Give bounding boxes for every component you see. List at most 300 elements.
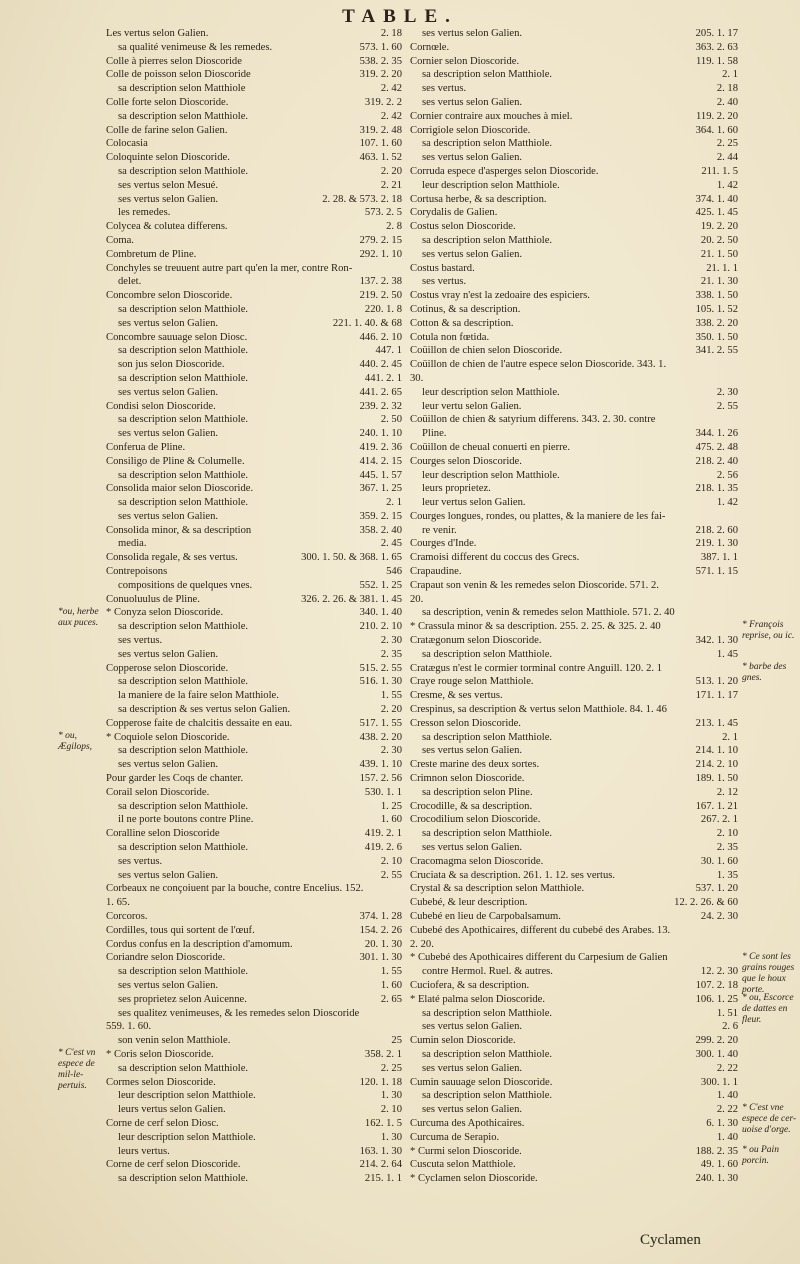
entry-term: la maniere de la faire selon Matthiole. [118, 690, 279, 702]
entry-reference: 214. 2. 64 [359, 1159, 402, 1171]
index-entry [106, 96, 402, 110]
index-entry [106, 606, 402, 620]
index-entry [410, 151, 738, 165]
entry-reference: 538. 2. 35 [359, 55, 402, 67]
entry-term: media. [118, 538, 147, 550]
entry-term: * Cubebé des Apothicaires different du Carpesium de Galien [410, 952, 668, 964]
index-entry [106, 220, 402, 234]
entry-reference: 2. 1 [722, 731, 738, 743]
entry-term: leurs vertus selon Galien. [118, 1104, 226, 1116]
entry-reference: 220. 1. 8 [364, 303, 402, 315]
entry-reference: 218. 1. 35 [695, 483, 738, 495]
index-entry [106, 1103, 402, 1117]
index-entry [410, 193, 738, 207]
entry-term: Cubebé des Apothicaires, different du cubebé des Arabes. 13. [410, 924, 671, 936]
entry-term: ses vertus. [118, 635, 163, 647]
margin-note-left: *ou, herbe aux puces. [58, 606, 99, 628]
index-entry [106, 496, 402, 510]
entry-reference: 2. 18 [380, 28, 402, 39]
entry-reference: 363. 2. 63 [695, 41, 738, 53]
entry-term: Cormes selon Dioscoride. [106, 1076, 216, 1088]
entry-term: Coüillon de chien de l'autre espece selon Dioscoride. 343. 1. [410, 359, 667, 371]
entry-term: sa description selon Matthiole. [422, 234, 553, 246]
entry-term: Coüillon de cheual conuerti en pierre. [410, 441, 571, 453]
index-entry [106, 1117, 402, 1131]
entry-term: sa description selon Matthiole. [118, 676, 249, 688]
entry-term: il ne porte boutons contre Pline. [118, 814, 254, 826]
index-entry [410, 606, 738, 620]
entry-reference: 20. 1. 30 [364, 938, 402, 950]
entry-reference: 300. 1. 40 [695, 1048, 738, 1060]
entry-term: sa description selon Matthiole. [118, 165, 249, 177]
index-entry [410, 413, 738, 427]
index-entry [106, 289, 402, 303]
entry-term: sa description selon Matthiole. [422, 138, 553, 150]
index-entry [106, 1089, 402, 1103]
entry-reference: 2. 1 [722, 69, 738, 81]
entry-term: ses qualitez venimeuses, & les remedes selon Dioscoride [118, 1007, 360, 1019]
entry-reference: 2. 45 [380, 538, 402, 550]
entry-term: leur vertus selon Galien. [422, 497, 526, 509]
entry-reference: 319. 2. 20 [359, 69, 402, 81]
entry-term: leur description selon Matthiole. [422, 386, 560, 398]
entry-reference: 419. 2. 1 [364, 828, 402, 840]
entry-term: Creste marine des deux sortes. [410, 759, 540, 771]
entry-term: sa description selon Matthiole. [118, 469, 249, 481]
entry-reference: 441. 2. 65 [359, 386, 402, 398]
index-entry [410, 648, 738, 662]
index-entry [106, 841, 402, 855]
index-entry [106, 786, 402, 800]
entry-term: ses vertus selon Galien. [118, 869, 219, 881]
entry-term: ses vertus. [422, 276, 467, 288]
entry-term: Costus bastard. [410, 262, 475, 274]
entry-reference: 301. 1. 30 [359, 952, 402, 964]
entry-reference: 326. 2. 26. & 381. 1. 45 [301, 593, 402, 605]
entry-term: Colle à pierres selon Dioscoride [106, 55, 242, 67]
index-entry [106, 206, 402, 220]
entry-term: ses proprietez selon Auicenne. [118, 993, 247, 1005]
page-header: TABLE. [342, 6, 458, 27]
entry-reference: 267. 2. 1 [700, 814, 738, 826]
entry-term: Crespinus, sa description & vertus selon Matthiole. 84. 1. 46 [410, 704, 667, 716]
index-entry [410, 662, 738, 676]
entry-reference: 21. 1. 1 [706, 262, 738, 274]
entry-term: ses vertus selon Galien. [422, 96, 523, 108]
entry-term: Cotula non fœtida. [410, 331, 490, 343]
entry-reference: 546 [386, 566, 402, 578]
entry-reference: 219. 1. 30 [695, 538, 738, 550]
index-entry [410, 124, 738, 138]
entry-reference: 517. 1. 55 [359, 717, 402, 729]
entry-reference: 2. 30 [380, 745, 402, 757]
index-entry [410, 400, 738, 414]
index-entry [106, 234, 402, 248]
index-entry [410, 744, 738, 758]
entry-reference: 105. 1. 52 [695, 303, 738, 315]
entry-term: sa description, venin & remedes selon Matthiole. 571. 2. 40 [422, 607, 675, 619]
entry-reference: 440. 2. 45 [359, 359, 402, 371]
entry-term: Corruda espece d'asperges selon Dioscoride. [410, 165, 599, 177]
entry-reference: 205. 1. 17 [695, 28, 738, 39]
entry-reference: 573. 1. 60 [359, 41, 402, 53]
entry-term: leurs proprietez. [422, 483, 491, 495]
index-entry [410, 1007, 738, 1021]
index-entry [106, 441, 402, 455]
entry-reference: 24. 2. 30 [700, 911, 738, 922]
entry-term: leurs vertus. [118, 1145, 170, 1157]
entry-reference: 214. 1. 10 [695, 745, 738, 757]
entry-term: Copperose faite de chalcitis dessaite en eau. [106, 717, 293, 729]
entry-term: Pline. [422, 428, 447, 440]
entry-term: Consolida minor, & sa description [106, 524, 252, 536]
index-column-right [410, 27, 738, 1186]
entry-term: Conchyles se treuuent autre part qu'en la mer, contre Ron- [106, 262, 353, 274]
index-entry [106, 924, 402, 938]
entry-term: ses vertus selon Galien. [422, 1062, 523, 1074]
index-entry [106, 827, 402, 841]
index-entry [106, 593, 402, 607]
entry-reference: 358. 2. 1 [364, 1048, 402, 1060]
entry-term: leur description selon Matthiole. [422, 179, 560, 191]
index-entry [106, 524, 402, 538]
index-entry [410, 165, 738, 179]
index-entry [410, 496, 738, 510]
entry-term: ses vertus selon Galien. [118, 979, 219, 991]
entry-term: leur description selon Matthiole. [422, 469, 560, 481]
entry-reference: 319. 2. 2 [364, 96, 402, 108]
entry-reference: 1. 40 [716, 1131, 738, 1143]
index-entry [410, 441, 738, 455]
entry-term: Colycea & colutea differens. [106, 221, 228, 233]
entry-term: Cordus confus en la description d'amomum. [106, 938, 293, 950]
entry-reference: 441. 2. 1 [364, 372, 402, 384]
entry-term: sa description selon Matthiole. [118, 110, 249, 122]
entry-reference: 2. 10 [380, 855, 402, 867]
index-entry [106, 331, 402, 345]
entry-reference: 157. 2. 56 [359, 773, 402, 785]
index-entry [106, 910, 402, 924]
index-entry [106, 110, 402, 124]
entry-reference: 2. 10 [716, 828, 738, 840]
entry-reference: 358. 2. 40 [359, 524, 402, 536]
entry-term: sa description selon Matthiole. [118, 621, 249, 633]
entry-reference: 219. 2. 50 [359, 290, 402, 302]
entry-reference: 154. 2. 26 [359, 924, 402, 936]
entry-reference: 107. 2. 18 [695, 979, 738, 991]
index-entry [106, 179, 402, 193]
entry-term: Crocodille, & sa description. [410, 800, 533, 812]
entry-term: Cornier contraire aux mouches à miel. [410, 110, 573, 122]
entry-reference: 2. 22 [716, 1062, 738, 1074]
index-entry [410, 758, 738, 772]
entry-term: ses vertus selon Galien. [422, 1104, 523, 1116]
entry-term: Colle forte selon Dioscoride. [106, 96, 229, 108]
entry-reference: 119. 1. 58 [696, 55, 738, 67]
entry-term: sa description selon Matthiole. [422, 69, 553, 81]
entry-term: delet. [118, 276, 142, 288]
entry-term: Cramoisi different du coccus des Grecs. [410, 552, 580, 564]
index-entry [410, 220, 738, 234]
entry-term: Cubebé, & leur description. [410, 897, 528, 909]
entry-term: Colle de farine selon Galien. [106, 124, 228, 136]
entry-term: * Crassula minor & sa description. 255. 2. 25. & 325. 2. 40 [410, 621, 661, 633]
index-entry [410, 1034, 738, 1048]
index-entry [410, 317, 738, 331]
index-entry [410, 993, 738, 1007]
index-entry [106, 1062, 402, 1076]
index-entry [106, 510, 402, 524]
index-entry [106, 579, 402, 593]
index-entry [410, 289, 738, 303]
index-entry [106, 565, 402, 579]
entry-term: * Elaté palma selon Dioscoride. [410, 993, 546, 1005]
index-entry [410, 551, 738, 565]
entry-term: * Curmi selon Dioscoride. [410, 1145, 522, 1157]
entry-reference: 213. 1. 45 [695, 717, 738, 729]
index-entry [410, 110, 738, 124]
index-entry [106, 455, 402, 469]
entry-term: sa description selon Matthiole. [422, 1090, 553, 1102]
entry-term: Cordilles, tous qui sortent de l'œuf. [106, 924, 255, 936]
entry-term: Les vertus selon Galien. [106, 28, 209, 39]
entry-reference: 463. 1. 52 [359, 152, 402, 164]
entry-reference: 319. 2. 48 [359, 124, 402, 136]
index-entry [410, 896, 738, 910]
entry-reference: 210. 2. 10 [359, 621, 402, 633]
entry-reference: 374. 1. 28 [359, 911, 402, 922]
entry-reference: 299. 2. 20 [695, 1035, 738, 1047]
entry-reference: 340. 1. 40 [359, 607, 402, 619]
entry-reference: 2. 30 [716, 386, 738, 398]
index-entry [410, 800, 738, 814]
index-entry [106, 744, 402, 758]
margin-note-left: * ou, Ægilops, [58, 730, 93, 752]
entry-term: Crimnon selon Dioscoride. [410, 773, 525, 785]
index-entry [106, 689, 402, 703]
entry-term: * Coris selon Dioscoride. [106, 1048, 214, 1060]
index-entry [106, 772, 402, 786]
index-entry [106, 703, 402, 717]
entry-term: sa description & ses vertus selon Galien. [118, 704, 291, 716]
entry-term: sa description selon Matthiole. [118, 345, 249, 357]
entry-reference: 513. 1. 20 [695, 676, 738, 688]
index-entry [410, 524, 738, 538]
entry-reference: 367. 1. 25 [359, 483, 402, 495]
entry-term: Conferua de Pline. [106, 441, 186, 453]
entry-term: sa description selon Matthiole. [118, 497, 249, 509]
entry-term: sa description selon Matthiole. [422, 1007, 553, 1019]
entry-term: * Coquiole selon Dioscoride. [106, 731, 230, 743]
entry-term: sa description selon Matthiole. [422, 648, 553, 660]
entry-reference: 2. 35 [380, 648, 402, 660]
entry-term: ses vertus selon Galien. [118, 386, 219, 398]
entry-reference: 221. 1. 40. & 68 [332, 317, 402, 329]
index-entry [410, 1020, 738, 1034]
index-entry [410, 510, 738, 524]
entry-reference: 2. 42 [380, 110, 402, 122]
entry-reference: 1. 60 [380, 814, 402, 826]
entry-term: Cornœle. [410, 41, 450, 53]
index-entry [106, 1131, 402, 1145]
entry-term: Concombre sauuage selon Diosc. [106, 331, 248, 343]
entry-reference: 239. 2. 32 [359, 400, 402, 412]
index-entry [410, 206, 738, 220]
entry-term: leur description selon Matthiole. [118, 1090, 256, 1102]
index-entry [106, 717, 402, 731]
entry-reference: 2. 40 [716, 96, 738, 108]
entry-reference: 2. 42 [380, 83, 402, 95]
entry-reference: 240. 1. 10 [359, 428, 402, 440]
index-entry [106, 800, 402, 814]
entry-term: les remedes. [118, 207, 171, 219]
entry-reference: 1. 45 [716, 648, 738, 660]
index-entry [106, 372, 402, 386]
index-entry [410, 262, 738, 276]
entry-term: Cotinus, & sa description. [410, 303, 521, 315]
index-entry [410, 855, 738, 869]
index-entry [410, 537, 738, 551]
index-entry [410, 772, 738, 786]
entry-term: Cuscuta selon Matthiole. [410, 1159, 516, 1171]
index-entry [410, 82, 738, 96]
entry-term: sa description selon Matthiole. [118, 414, 249, 426]
entry-reference: 162. 1. 5 [364, 1117, 402, 1129]
entry-term: Copperose selon Dioscoride. [106, 662, 229, 674]
entry-term: 2. 20. [410, 938, 434, 950]
index-entry [410, 248, 738, 262]
entry-term: Concombre selon Dioscoride. [106, 290, 233, 302]
index-entry [410, 1062, 738, 1076]
entry-reference: 1. 60 [380, 979, 402, 991]
index-entry [106, 413, 402, 427]
entry-term: re venir. [422, 524, 457, 536]
entry-reference: 425. 1. 45 [695, 207, 738, 219]
index-entry [410, 882, 738, 896]
index-entry [106, 82, 402, 96]
entry-term: Corrigiole selon Dioscoride. [410, 124, 531, 136]
index-entry [410, 386, 738, 400]
entry-reference: 25 [391, 1035, 402, 1047]
index-entry [410, 827, 738, 841]
entry-reference: 571. 1. 15 [695, 566, 738, 578]
margin-note-right: * ou Pain porcin. [742, 1144, 779, 1166]
entry-term: Coriandre selon Dioscoride. [106, 952, 226, 964]
entry-term: Combretum de Pline. [106, 248, 197, 260]
entry-reference: 292. 1. 10 [359, 248, 402, 260]
entry-term: Corne de cerf selon Dioscoride. [106, 1159, 241, 1171]
entry-term: ses vertus. [422, 83, 467, 95]
entry-term: Corydalis de Galien. [410, 207, 498, 219]
entry-reference: 12. 2. 30 [700, 966, 738, 978]
entry-reference: 2. 28. & 573. 2. 18 [322, 193, 402, 205]
entry-term: ses vertus selon Galien. [118, 317, 219, 329]
entry-reference: 2. 44 [716, 152, 738, 164]
index-entry [106, 869, 402, 883]
index-entry [106, 1020, 402, 1034]
entry-reference: 1. 42 [716, 179, 738, 191]
entry-reference: 445. 1. 57 [359, 469, 402, 481]
index-entry [410, 482, 738, 496]
entry-term: ses vertus selon Galien. [118, 510, 219, 522]
entry-reference: 2. 55 [380, 869, 402, 881]
index-entry [410, 137, 738, 151]
entry-term: Costus selon Dioscoride. [410, 221, 516, 233]
index-entry [106, 979, 402, 993]
index-entry [106, 896, 402, 910]
entry-term: contre Hermol. Ruel. & autres. [422, 966, 553, 978]
entry-reference: 2. 20 [380, 704, 402, 716]
entry-reference: 439. 1. 10 [359, 759, 402, 771]
index-entry [410, 68, 738, 82]
index-entry [106, 400, 402, 414]
index-entry [410, 579, 738, 593]
entry-term: Colle de poisson selon Dioscoride [106, 69, 251, 81]
entry-term: sa description selon Matthiole. [118, 842, 249, 854]
entry-term: compositions de quelques vnes. [118, 579, 253, 591]
entry-term: 30. [410, 372, 424, 384]
entry-reference: 240. 1. 30 [695, 1173, 738, 1185]
entry-reference: 188. 2. 35 [695, 1145, 738, 1157]
index-entry [410, 275, 738, 289]
index-entry [410, 813, 738, 827]
entry-reference: 359. 2. 15 [359, 510, 402, 522]
entry-term: sa description selon Matthiole. [118, 1173, 249, 1185]
entry-term: sa description selon Matthiole. [118, 1062, 249, 1074]
entry-reference: 447. 1 [375, 345, 402, 357]
entry-term: Contrepoisons [106, 566, 168, 578]
entry-term: Curcuma des Apothicaires. [410, 1117, 525, 1129]
entry-reference: 573. 2. 5 [364, 207, 402, 219]
entry-term: ses vertus selon Galien. [422, 28, 523, 39]
entry-reference: 2. 55 [716, 400, 738, 412]
entry-reference: 2. 20 [380, 165, 402, 177]
entry-term: leur description selon Matthiole. [118, 1131, 256, 1143]
entry-term: Corne de cerf selon Diosc. [106, 1117, 219, 1129]
entry-term: Costus vray n'est la zedoaire des espiciers. [410, 290, 590, 302]
index-entry [106, 993, 402, 1007]
entry-term: Corbeaux ne conçoiuent par la bouche, contre Encelius. 152. [106, 883, 364, 895]
entry-reference: 137. 2. 38 [359, 276, 402, 288]
entry-term: Courges longues, rondes, ou plattes, & la maniere de les fai- [410, 510, 666, 522]
index-entry [410, 179, 738, 193]
entry-reference: 475. 2. 48 [695, 441, 738, 453]
entry-reference: 2. 30 [380, 635, 402, 647]
entry-term: Crapaut son venin & les remedes selon Dioscoride. 571. 2. [410, 579, 659, 591]
entry-term: sa description selon Matthiole. [422, 1048, 553, 1060]
index-entry [410, 55, 738, 69]
entry-term: ses vertus selon Galien. [422, 842, 523, 854]
index-entry [410, 1172, 738, 1186]
entry-term: ses vertus selon Galien. [118, 759, 219, 771]
entry-reference: 1. 55 [380, 690, 402, 702]
entry-reference: 2. 8 [386, 221, 402, 233]
index-entry [106, 1076, 402, 1090]
index-entry [410, 731, 738, 745]
entry-term: Conuoluulus de Pline. [106, 593, 200, 605]
entry-term: sa description selon Matthiole. [422, 828, 553, 840]
entry-term: 1. 65. [106, 897, 130, 909]
entry-term: Cracomagma selon Dioscoride. [410, 855, 544, 867]
index-entry [410, 96, 738, 110]
index-entry [106, 675, 402, 689]
index-entry [106, 55, 402, 69]
entry-term: sa description selon Matthiole. [118, 745, 249, 757]
entry-reference: 537. 1. 20 [695, 883, 738, 895]
index-entry [106, 386, 402, 400]
index-entry [106, 482, 402, 496]
entry-reference: 119. 2. 20 [696, 110, 738, 122]
